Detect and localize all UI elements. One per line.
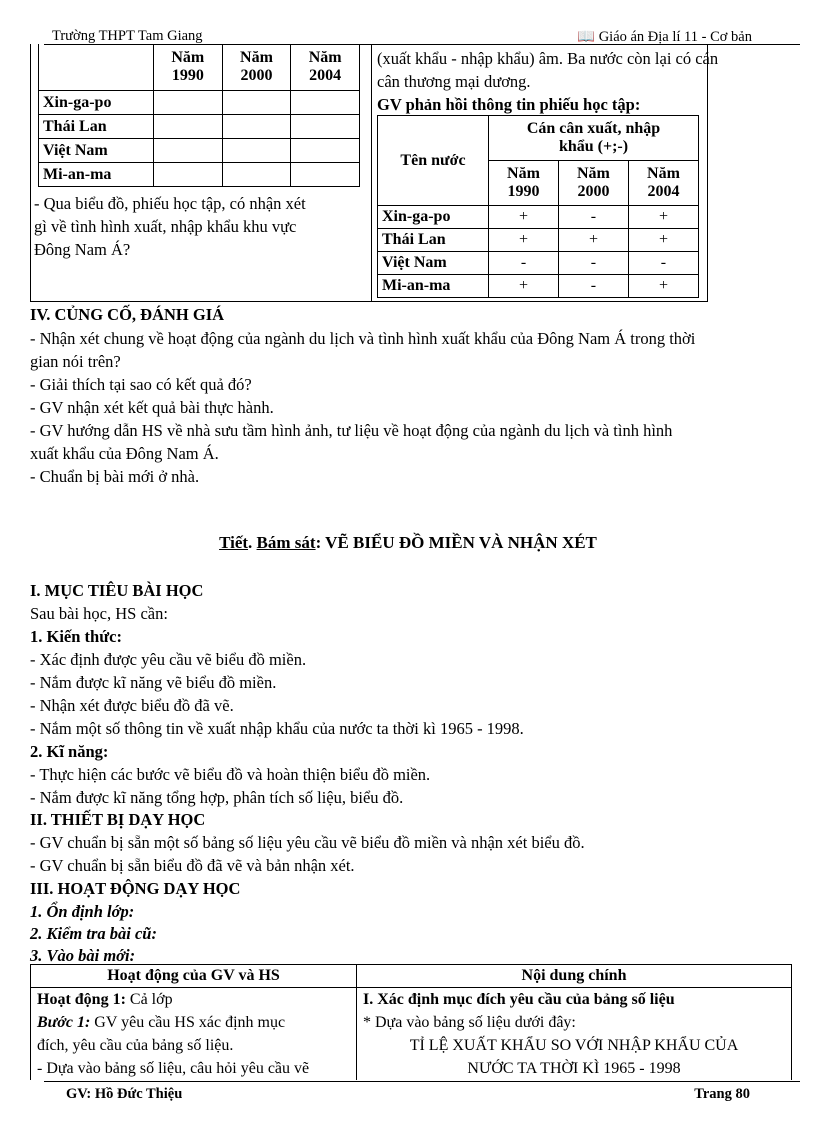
section-heading: III. HOẠT ĐỘNG DẠY HỌC xyxy=(30,879,241,898)
text-line: - GV hướng dẫn HS về nhà sưu tầm hình ảnh, tư liệu về hoạt động của ngành du lịch và tình hình xyxy=(30,421,673,440)
activity-cell: Hoạt động 1: Cả lớp Bước 1: GV yêu cầu HS xác định mục đích, yêu cầu của bảng số liệu. - Dựa vào bảng số liệu, câu hỏi yêu cầu vẽ xyxy=(31,988,357,1081)
year-col: Năm 1990 xyxy=(489,161,559,206)
text-line: - Giải thích tại sao có kết quả đó? xyxy=(30,375,252,394)
footer-rule xyxy=(44,1081,800,1082)
step-heading: 1. Ổn định lớp: xyxy=(30,902,135,921)
text-line: - GV nhận xét kết quả bài thực hành. xyxy=(30,398,274,417)
page-number: Trang 80 xyxy=(694,1086,750,1102)
text-line: xuất khẩu của Đông Nam Á. xyxy=(30,444,219,463)
table-row: Xin-ga-po + - + xyxy=(378,206,699,229)
section-heading: I. MỤC TIÊU BÀI HỌC xyxy=(30,581,204,600)
subheading: 2. Kĩ năng: xyxy=(30,742,109,761)
text-line: - Nhận xét chung về hoạt động của ngành du lịch và tình hình xuất khẩu của Đông Nam Á trong thời xyxy=(30,329,696,348)
text-line: - GV chuẩn bị sẵn một số bảng số liệu yêu cầu vẽ biểu đồ miền và nhận xét biểu đồ. xyxy=(30,833,585,852)
text-line: - Xác định được yêu cầu vẽ biểu đồ miền. xyxy=(30,650,307,669)
col-header-activities: Hoạt động của GV và HS xyxy=(31,965,357,988)
book-icon: 📖 xyxy=(577,29,596,45)
section-heading: II. THIẾT BỊ DẠY HỌC xyxy=(30,810,206,829)
year-col: Năm 2000 xyxy=(558,161,628,206)
question-line: Đông Nam Á? xyxy=(34,240,131,259)
subheading: 1. Kiến thức: xyxy=(30,627,122,646)
text-line: - Nắm một số thông tin về xuất nhập khẩu của nước ta thời kì 1965 - 1998. xyxy=(30,719,524,738)
balance-header: Cán cân xuất, nhập khẩu (+;-) xyxy=(489,116,699,161)
text-line: - Chuẩn bị bài mới ở nhà. xyxy=(30,467,200,486)
school-name: Trường THPT Tam Giang xyxy=(52,28,203,44)
text-line: - Nắm được kĩ năng vẽ biểu đồ miền. xyxy=(30,673,277,692)
export-table-blank xyxy=(38,44,360,187)
table-row: Thái Lan xyxy=(39,115,360,139)
table-header-row xyxy=(39,44,360,91)
table-row: Xin-ga-po xyxy=(39,91,360,115)
text-line: Sau bài học, HS cần: xyxy=(30,604,168,623)
table-row: Thái Lan + + + xyxy=(378,229,699,252)
table-row: Việt Nam xyxy=(39,139,360,163)
step-heading: 2. Kiểm tra bài cũ: xyxy=(30,924,157,943)
content-cell: I. Xác định mục đích yêu cầu của bảng số liệu * Dựa vào bảng số liệu dưới đây: TỈ LỆ XUẤT KHẨU SO VỚI NHẬP KHẨU CỦA NƯỚC TA THỜI KÌ 1965 - 1998 xyxy=(357,988,792,1081)
lesson-title: Tiết. Bám sát: VẼ BIỂU ĐỒ MIỀN VÀ NHẬN XÉT xyxy=(219,533,597,552)
year-col: Năm 2004 xyxy=(291,44,360,91)
table-row: Mi-an-ma xyxy=(39,163,360,187)
section-heading: IV. CỦNG CỐ, ĐÁNH GIÁ xyxy=(30,305,225,324)
subject-text: Giáo án Địa lí 11 - Cơ bản xyxy=(598,29,752,45)
question-line: - Qua biểu đồ, phiếu học tập, có nhận xét xyxy=(34,194,306,213)
table-row: Việt Nam - - - xyxy=(378,252,699,275)
right-text-line: (xuất khẩu - nhập khẩu) âm. Ba nước còn lại có cán xyxy=(377,49,719,68)
text-line: - GV chuẩn bị sẵn biểu đồ đã vẽ và bản nhận xét. xyxy=(30,856,355,875)
trade-balance-table xyxy=(377,115,699,298)
step-heading: 3. Vào bài mới: xyxy=(30,946,136,965)
question-line: gì về tình hình xuất, nhập khẩu khu vực xyxy=(34,217,297,236)
country-col-header: Tên nước xyxy=(378,116,489,206)
year-col: Năm 1990 xyxy=(154,44,223,91)
table-row: Mi-an-ma + - + xyxy=(378,275,699,298)
year-col: Năm 2000 xyxy=(222,44,291,91)
text-line: - Nhận xét được biểu đồ đã vẽ. xyxy=(30,696,234,715)
feedback-heading: GV phản hồi thông tin phiếu học tập: xyxy=(377,95,641,114)
text-line: gian nói trên? xyxy=(30,352,121,371)
col-header-content: Nội dung chính xyxy=(357,965,792,988)
teacher-name: GV: Hồ Đức Thiệu xyxy=(66,1086,183,1102)
year-col: Năm 2004 xyxy=(628,161,698,206)
right-text-line: cân thương mại dương. xyxy=(377,72,531,91)
text-line: - Nắm được kĩ năng tổng hợp, phân tích số liệu, biểu đồ. xyxy=(30,788,404,807)
text-line: - Thực hiện các bước vẽ biểu đồ và hoàn thiện biểu đồ miền. xyxy=(30,765,431,784)
activities-table xyxy=(30,964,792,1080)
